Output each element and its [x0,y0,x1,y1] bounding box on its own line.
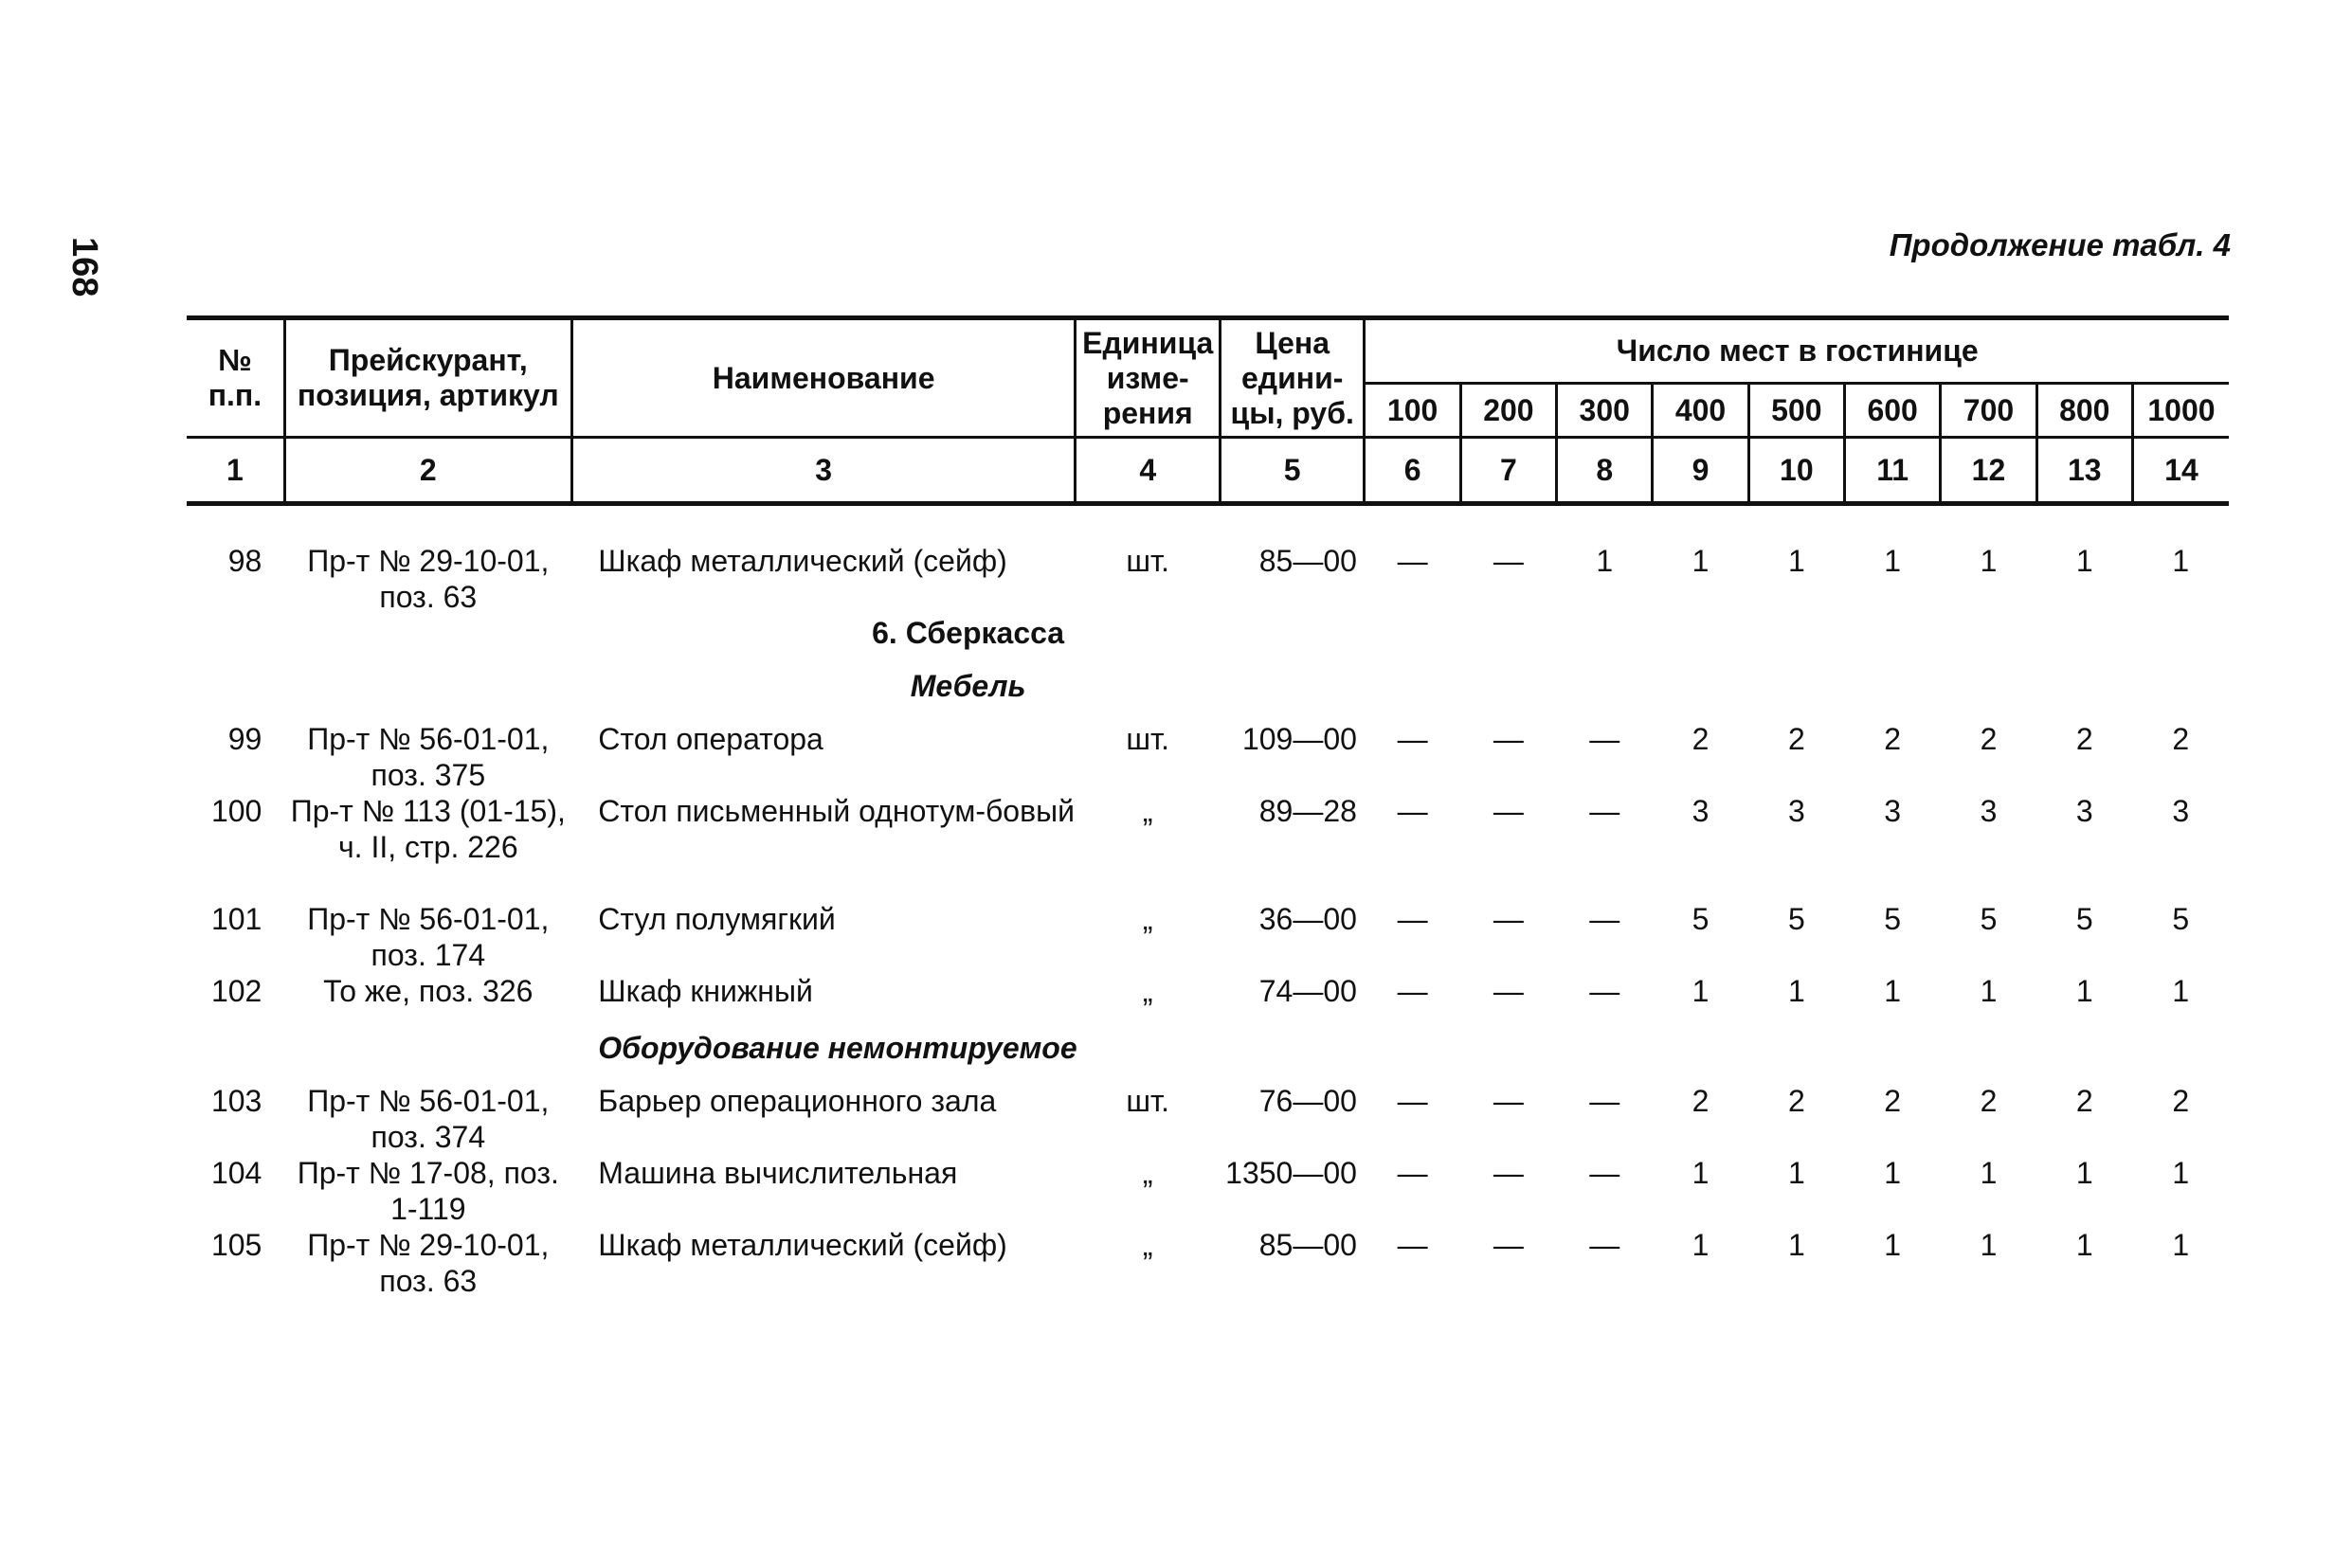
row-unit: шт. [1126,544,1170,579]
row-value: — [1397,1084,1428,1119]
row-value: 1 [2075,1156,2093,1191]
row-value: — [1493,1084,1524,1119]
row-price: 1350—00 [1225,1156,1357,1191]
row-value: 3 [1980,794,1998,829]
row-name: Стул полумягкий [598,902,836,937]
header-unit: Единица изме-рения [1076,318,1220,438]
row-price-list: Пр-т № 56-01-01, поз. 375 [307,722,550,793]
table-row [187,794,2229,902]
row-value: — [1397,544,1428,579]
row-value: 1 [1596,544,1614,579]
row-value: 1 [1980,1156,1998,1191]
row-value: — [1589,722,1620,757]
subsection-furniture-title: Мебель [910,669,1026,704]
column-number: 6 [1365,438,1460,504]
row-number: 101 [210,902,262,937]
row-price: 109—00 [1241,722,1357,757]
row-value: — [1589,794,1620,829]
row-unit: „ [1142,1228,1153,1263]
row-name: Стол письменный однотум-бовый [598,794,1075,829]
column-number-row [187,438,2229,504]
row-price: 74—00 [1258,974,1357,1009]
row-value: 1 [1884,544,1902,579]
row-value: — [1589,1228,1620,1263]
column-number: 2 [284,438,571,504]
row-value: 1 [2172,974,2190,1009]
column-number: 9 [1653,438,1748,504]
row-value: — [1589,1084,1620,1119]
row-number: 98 [227,544,262,579]
row-value: — [1493,902,1524,937]
capacity-header: 200 [1460,384,1556,438]
column-number: 11 [1845,438,1941,504]
row-unit: шт. [1126,1084,1170,1119]
subsection-heading-row [187,1031,2229,1084]
row-value: 1 [1787,1156,1805,1191]
column-number: 14 [2132,438,2229,504]
capacity-header: 500 [1748,384,1844,438]
column-number: 7 [1460,438,1556,504]
table-row [187,974,2229,1031]
capacity-header: 400 [1653,384,1748,438]
row-value: 1 [2075,1228,2093,1263]
row-value: 1 [1980,1228,1998,1263]
row-value: 1 [1980,974,1998,1009]
table-row [187,1228,2229,1300]
row-unit: „ [1142,974,1153,1009]
row-price-list: Пр-т № 29-10-01, поз. 63 [307,544,550,615]
column-number: 10 [1748,438,1844,504]
row-price: 85—00 [1258,1228,1357,1263]
row-number: 100 [210,794,262,829]
row-value: 1 [1884,974,1902,1009]
row-value: 1 [1787,544,1805,579]
row-value: 2 [1692,722,1710,757]
header-price-list: Прейскурант, позиция, артикул [284,318,571,438]
row-value: 1 [1692,1228,1710,1263]
table-row [187,902,2229,974]
column-number: 4 [1076,438,1220,504]
row-value: 5 [1980,902,1998,937]
column-number: 12 [1941,438,2036,504]
row-value: 1 [1884,1156,1902,1191]
row-value: — [1397,902,1428,937]
capacity-header: 600 [1845,384,1941,438]
column-number: 8 [1557,438,1653,504]
page-number: 168 [64,237,104,297]
row-value: 2 [1692,1084,1710,1119]
row-price-list: Пр-т № 56-01-01, поз. 374 [307,1084,550,1155]
row-value: 1 [2172,1156,2190,1191]
column-number: 1 [187,438,284,504]
row-value: 3 [1884,794,1902,829]
row-price-list: Пр-т № 17-08, поз. 1-119 [297,1156,559,1227]
row-price: 85—00 [1258,544,1357,579]
table-row [187,722,2229,794]
table-row [187,544,2229,616]
inventory-table [187,315,2229,1300]
row-name: Барьер операционного зала [598,1084,997,1119]
capacity-header: 700 [1941,384,2036,438]
row-value: 2 [2172,722,2190,757]
subsection-heading-row [187,669,2229,722]
capacity-header: 300 [1557,384,1653,438]
row-price-list: Пр-т № 29-10-01, поз. 63 [307,1228,550,1299]
row-value: 2 [2075,1084,2093,1119]
row-name: Стол оператора [598,722,823,757]
row-value: — [1493,1156,1524,1191]
subsection-equipment-title: Оборудование немонтируемое [598,1031,1077,1066]
row-value: 5 [1884,902,1902,937]
row-value: 1 [1692,1156,1710,1191]
header-unit-price: Цена едини-цы, руб. [1220,318,1364,438]
row-value: — [1493,722,1524,757]
row-value: 2 [1787,1084,1805,1119]
row-value: 3 [1692,794,1710,829]
row-value: 5 [2172,902,2190,937]
row-price-list: Пр-т № 113 (01-15), ч. II, стр. 226 [290,794,566,865]
row-value: — [1397,974,1428,1009]
row-unit: шт. [1126,722,1170,757]
row-value: 1 [1787,974,1805,1009]
row-value: — [1589,974,1620,1009]
row-number: 103 [210,1084,262,1119]
row-price-list: То же, поз. 326 [323,974,534,1009]
row-value: 2 [2172,1084,2190,1119]
row-value: 2 [2075,722,2093,757]
row-unit: „ [1142,1156,1153,1191]
row-value: — [1397,722,1428,757]
row-number: 105 [210,1228,262,1263]
column-number: 5 [1220,438,1364,504]
row-price-list: Пр-т № 56-01-01, поз. 174 [307,902,550,973]
row-value: 2 [1884,1084,1902,1119]
row-value: — [1397,1156,1428,1191]
row-value: 1 [2075,544,2093,579]
capacity-header: 800 [2036,384,2132,438]
capacity-header: 100 [1365,384,1460,438]
row-value: 5 [2075,902,2093,937]
row-value: — [1493,974,1524,1009]
row-unit: „ [1142,794,1153,829]
section-heading-row [187,616,2229,669]
row-value: 2 [1787,722,1805,757]
row-price: 36—00 [1258,902,1357,937]
row-value: 2 [1884,722,1902,757]
row-value: — [1589,1156,1620,1191]
row-value: 1 [1787,1228,1805,1263]
row-value: 1 [2172,544,2190,579]
row-value: — [1397,1228,1428,1263]
row-number: 99 [227,722,262,757]
row-value: 3 [2172,794,2190,829]
row-price: 89—28 [1258,794,1357,829]
table-continuation-caption: Продолжение табл. 4 [1889,227,2231,262]
row-value: 1 [2075,974,2093,1009]
row-value: 3 [1787,794,1805,829]
row-unit: „ [1142,902,1153,937]
row-value: — [1493,544,1524,579]
table-row [187,1084,2229,1156]
row-value: 1 [1692,544,1710,579]
column-number: 3 [571,438,1076,504]
row-value: — [1397,794,1428,829]
column-number: 13 [2036,438,2132,504]
capacity-header: 1000 [2132,384,2229,438]
row-value: — [1493,1228,1524,1263]
row-value: 1 [1692,974,1710,1009]
row-number: 104 [210,1156,262,1191]
row-value: 2 [1980,1084,1998,1119]
row-value: 1 [1980,544,1998,579]
row-number: 102 [210,974,262,1009]
header-name: Наименование [571,318,1076,438]
row-value: 1 [2172,1228,2190,1263]
row-value: 1 [1884,1228,1902,1263]
row-value: 5 [1692,902,1710,937]
row-name: Шкаф металлический (сейф) [598,544,1007,579]
row-value: — [1589,902,1620,937]
row-value: 2 [1980,722,1998,757]
row-name: Шкаф металлический (сейф) [598,1228,1007,1263]
header-number: № п.п. [187,318,284,438]
row-name: Машина вычислительная [598,1156,958,1191]
row-value: — [1493,794,1524,829]
row-value: 3 [2075,794,2093,829]
header-capacity-group: Число мест в гостинице [1365,318,2229,384]
section-title: 6. Сберкасса [872,616,1065,651]
table-row [187,1156,2229,1228]
row-name: Шкаф книжный [598,974,813,1009]
row-price: 76—00 [1258,1084,1357,1119]
row-value: 5 [1787,902,1805,937]
